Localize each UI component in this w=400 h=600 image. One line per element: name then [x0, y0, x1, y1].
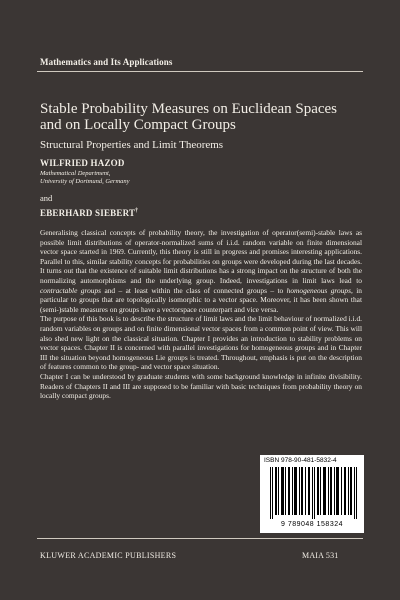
author-siebert-name: EBERHARD SIEBERT: [40, 208, 136, 218]
barcode-number: 9 789048 158324: [281, 521, 343, 528]
blurb-text: , in particular to groups that are topologically isomorphic to a vector space. Moreover, it has been shown that (semi-)stable measures on groups have a vectorspace counterpart and vice versa.: [40, 285, 362, 314]
and-text: and: [40, 193, 53, 203]
affiliation-line-1: Mathematical Department,: [40, 170, 111, 177]
dagger-mark: †: [135, 208, 139, 214]
author-siebert: [40, 208, 138, 218]
top-rule: [37, 71, 363, 72]
isbn-label: ISBN 978-90-481-5832-4: [264, 457, 337, 464]
series-code: MAIA 531: [302, 551, 339, 560]
series-title: Mathematics and Its Applications: [40, 57, 173, 67]
blurb-text: Generalising classical concepts of probability theory, the investigation of operator(semi)-stable laws as possible limit distributions of operator-normalized sums of i.i.d. random variable on finite dimensional vector space started in 1969. Currently, this theory is still in progress and promises interesting applications. Parallel to this, similar stability concepts for probabilities on groups were developed during the last decades. It turns out that the existence of suitable limit distributions has a strong impact on the structure of both the normalizing automorphisms and the underlying group. Indeed, investigations in limit laws lead to: [40, 228, 362, 285]
publisher-name: KLUWER ACADEMIC PUBLISHERS: [40, 551, 177, 560]
blurb-text: and – at least within the class of connected groups – to: [101, 285, 287, 295]
author-hazod: WILFRIED HAZOD: [40, 158, 125, 168]
blurb-paragraph-1: [40, 228, 362, 314]
barcode-icon: [268, 467, 358, 519]
blurb-paragraph-3: Chapter I can be understood by graduate students with some background knowledge in infinite divisibility. Readers of Chapters II and III are supposed to be familiar with basic techniques from probability theory on locally compact groups.: [40, 371, 362, 401]
isbn-box: [260, 455, 364, 533]
bottom-rule: [37, 538, 363, 539]
affiliation-line-2: University of Dortmund, Germany: [40, 178, 130, 185]
blurb: [40, 228, 362, 401]
author-affiliation: [40, 170, 130, 186]
blurb-emphasis: contractable groups: [40, 285, 102, 295]
blurb-paragraph-2: The purpose of this book is to describe the structure of limit laws and the limit behaviour of normalized i.i.d. random variables on groups and on finite dimensional vector spaces from a common point of view. This will also shed new light on the classical situation. Chapter I provides an introduction to stability problems on vector spaces. Chapter II is concerned with parallel investigations for homogeneous groups and in Chapter III the situation beyond homogeneous Lie groups is treated. Throughout, emphasis is put on the description of features common to the group- and vector space situation.: [40, 314, 362, 372]
book-subtitle: Structural Properties and Limit Theorems: [40, 139, 224, 151]
blurb-emphasis: homogeneous groups: [286, 285, 351, 295]
book-title: Stable Probability Measures on Euclidean Spaces and on Locally Compact Groups: [40, 101, 338, 133]
